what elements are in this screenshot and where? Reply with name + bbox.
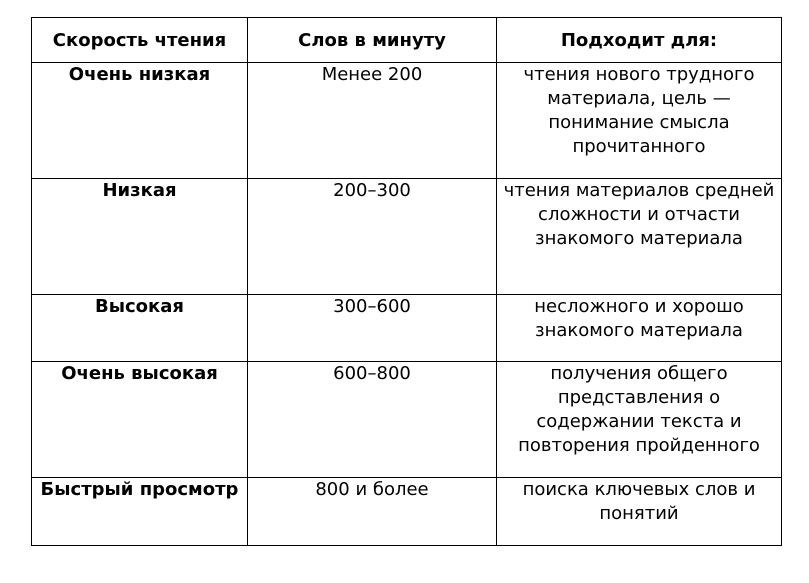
table-row <box>32 362 782 478</box>
wpm-cell: 800 и более <box>248 478 497 546</box>
suitable-cell: чтения материалов средней сложности и отчасти знакомого материала <box>497 179 782 295</box>
speed-cell: Быстрый просмотр <box>32 478 248 546</box>
speed-cell: Низкая <box>32 179 248 295</box>
suitable-cell: чтения нового трудного материала, цель — понимание смысла прочитанного <box>497 63 782 179</box>
header-row <box>32 18 782 63</box>
speed-cell: Очень низкая <box>32 63 248 179</box>
suitable-cell: получения общего представления о содержании текста и повторения пройденного <box>497 362 782 478</box>
table-row <box>32 478 782 546</box>
wpm-cell: 300–600 <box>248 295 497 362</box>
header-suitable-for: Подходит для: <box>497 18 782 63</box>
speed-cell: Очень высокая <box>32 362 248 478</box>
suitable-cell: несложного и хорошо знакомого материала <box>497 295 782 362</box>
table-body <box>32 63 782 546</box>
table-row <box>32 179 782 295</box>
wpm-cell: Менее 200 <box>248 63 497 179</box>
header-words-per-minute: Слов в минуту <box>248 18 497 63</box>
table-row <box>32 295 782 362</box>
wpm-cell: 200–300 <box>248 179 497 295</box>
table-header <box>32 18 782 63</box>
speed-cell: Высокая <box>32 295 248 362</box>
reading-speed-table <box>31 17 782 546</box>
header-reading-speed: Скорость чтения <box>32 18 248 63</box>
suitable-cell: поиска ключевых слов и понятий <box>497 478 782 546</box>
table-row <box>32 63 782 179</box>
wpm-cell: 600–800 <box>248 362 497 478</box>
